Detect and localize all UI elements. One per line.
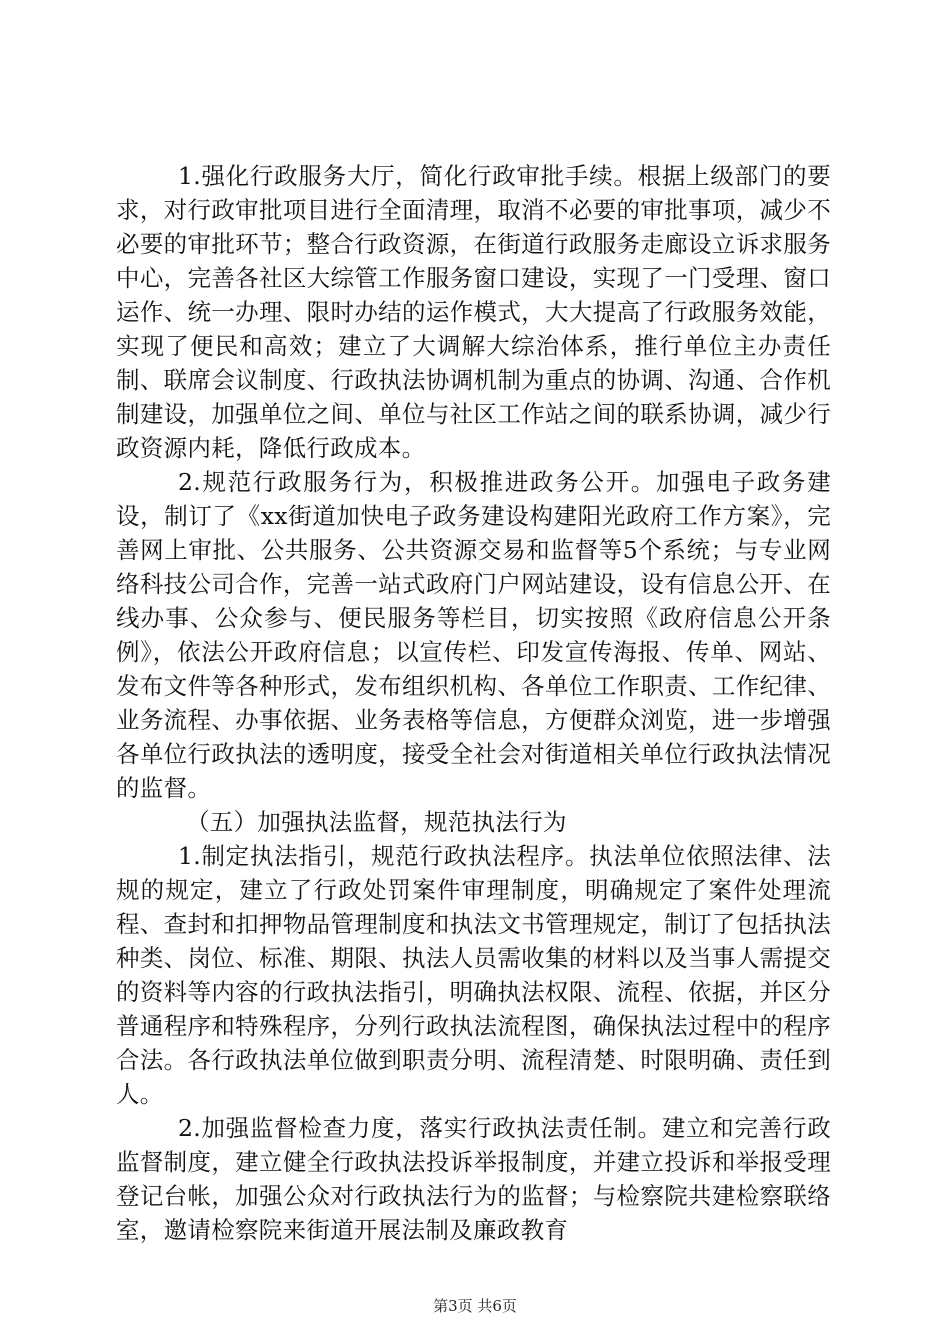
paragraph-enforcement-guidelines: 1.制定执法指引，规范行政执法程序。执法单位依照法律、法规的规定，建立了行政处罚案件审理制度，明确规定了案件处理流程、查封和扣押物品管理制度和执法文书管理规定，制订了包括执法种类、岗位、标准、期限、执法人员需收集的材料以及当事人需提交的资料等内容的行政执法指引，明确执法权限、流程、依据，并区分普通程序和特殊程序，分列行政执法流程图，确保执法过程中的程序合法。各行政执法单位做到职责分明、流程清楚、时限明确、责任到人。	[116, 842, 831, 1108]
section-heading: （五）加强执法监督，规范执法行为	[186, 808, 567, 836]
paragraph-e-government: 2.规范行政服务行为，积极推进政务公开。加强电子政务建设，制订了《xx街道加快电子政务建设构建阳光政府工作方案》，完善网上审批、公共服务、公共资源交易和监督等5个系统；与专业网络科技公司合作，完善一站式政府门户网站建设，设有信息公开、在线办事、公众参与、便民服务等栏目，切实按照《政府信息公开条例》，依法公开政府信息；以宣传栏、印发宣传海报、传单、网站、发布文件等各种形式，发布组织机构、各单位工作职责、工作纪律、业务流程、办事依据、业务表格等信息，方便群众浏览，进一步增强各单位行政执法的透明度，接受全社会对街道相关单位行政执法情况的监督。	[116, 468, 831, 802]
document-body	[116, 159, 831, 1247]
paragraph-supervision: 2.加强监督检查力度，落实行政执法责任制。建立和完善行政监督制度，建立健全行政执法投诉举报制度，并建立投诉和举报受理登记台帐，加强公众对行政执法行为的监督；与检察院共建检察联络室，邀请检察院来街道开展法制及廉政教育	[116, 1114, 831, 1244]
paragraph-admin-service-hall: 1.强化行政服务大厅，简化行政审批手续。根据上级部门的要求，对行政审批项目进行全面清理，取消不必要的审批事项，减少不必要的审批环节；整合行政资源，在街道行政服务走廊设立诉求服务中心，完善各社区大综管工作服务窗口建设，实现了一门受理、窗口运作、统一办理、限时办结的运作模式，大大提高了行政服务效能，实现了便民和高效；建立了大调解大综治体系，推行单位主办责任制、联席会议制度、行政执法协调机制为重点的协调、沟通、合作机制建设，加强单位之间、单位与社区工作站之间的联系协调，减少行政资源内耗，降低行政成本。	[116, 162, 831, 462]
page-number-footer: 第3页 共6页	[433, 1297, 517, 1315]
